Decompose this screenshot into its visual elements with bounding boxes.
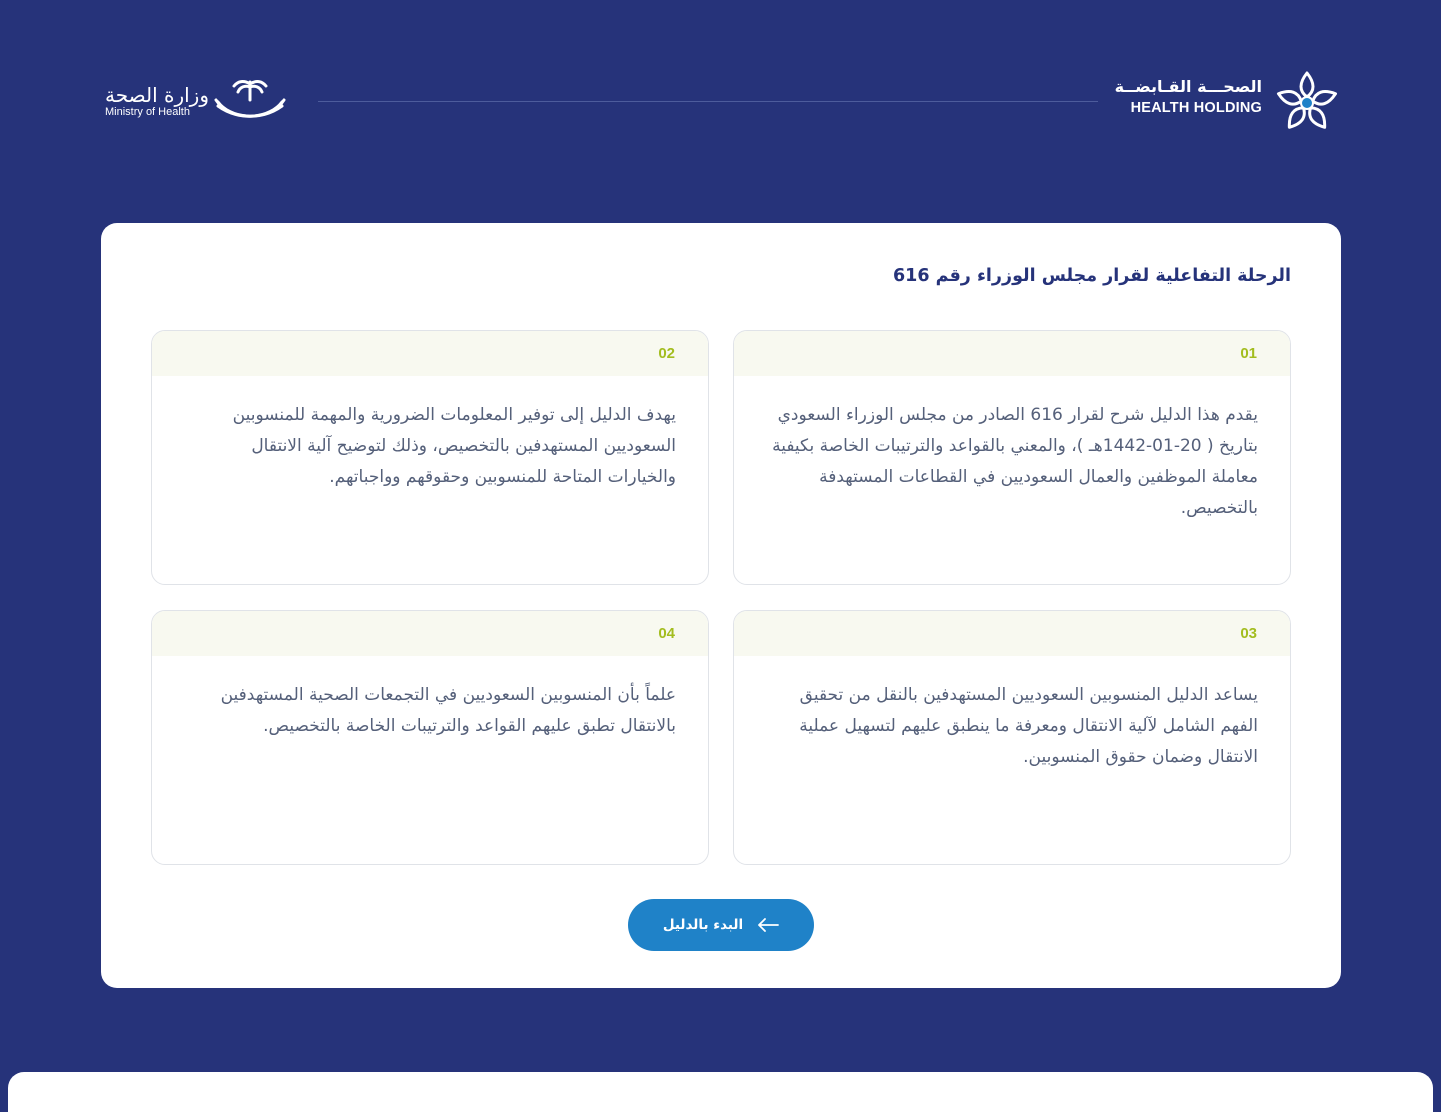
info-card-text: علماً بأن المنسوبين السعوديين في التجمعات الصحية المستهدفين بالانتقال تطبق عليهم القواعد والترتيبات الخاصة بالتخصيص. bbox=[220, 685, 676, 736]
info-card-header bbox=[152, 331, 708, 376]
next-section-panel bbox=[8, 1072, 1433, 1112]
ministry-of-health-logo[interactable] bbox=[105, 78, 290, 126]
health-holding-wordmark bbox=[1115, 79, 1262, 116]
info-card-header bbox=[152, 611, 708, 656]
health-holding-name-ar: الصحـــة القـابضــة bbox=[1114, 77, 1262, 96]
moh-name-en: Ministry of Health bbox=[105, 106, 190, 118]
health-holding-logo[interactable] bbox=[1114, 66, 1342, 136]
info-card-number: 04 bbox=[658, 625, 675, 642]
info-card-02 bbox=[151, 330, 709, 585]
info-card-03 bbox=[733, 610, 1291, 865]
arrow-left-icon bbox=[757, 918, 779, 932]
info-card-text: يساعد الدليل المنسوبين السعوديين المستهدفين بالنقل من تحقيق الفهم الشامل لآلية الانتقال ومعرفة ما ينطبق عليهم لتسهيل عملية الانتقال وضمان حقوق المنسوبين. bbox=[799, 685, 1258, 767]
moh-name-ar: وزارة الصحة bbox=[105, 83, 209, 107]
page-title: الرحلة التفاعلية لقرار مجلس الوزراء رقم 616 bbox=[893, 266, 1291, 286]
info-card-header bbox=[734, 611, 1290, 656]
health-holding-star-icon bbox=[1272, 66, 1342, 136]
info-card-01 bbox=[733, 330, 1291, 585]
guide-intro-card bbox=[101, 223, 1341, 988]
page-header bbox=[0, 0, 1441, 200]
moh-wordmark bbox=[105, 84, 209, 118]
info-card-04 bbox=[151, 610, 709, 865]
palm-swords-icon bbox=[210, 78, 290, 126]
header-divider bbox=[318, 101, 1098, 102]
info-card-header bbox=[734, 331, 1290, 376]
info-card-number: 01 bbox=[1240, 345, 1257, 362]
info-card-text: يقدم هذا الدليل شرح لقرار 616 الصادر من مجلس الوزراء السعودي بتاريخ ( 20-01-1442هـ )، والمعني بالقواعد والترتيبات الخاصة بكيفية معاملة الموظفين والعمال السعوديين في القطاعات المستهدفة بالتخصيص. bbox=[772, 405, 1258, 518]
info-card-number: 03 bbox=[1240, 625, 1257, 642]
info-card-number: 02 bbox=[658, 345, 675, 362]
info-card-text: يهدف الدليل إلى توفير المعلومات الضرورية والمهمة للمنسوبين السعوديين المستهدفين بالتخصيص، وذلك لتوضيح آلية الانتقال والخيارات المتاحة للمنسوبين وحقوقهم وواجباتهم. bbox=[232, 405, 676, 487]
start-guide-label: البدء بالدليل bbox=[662, 917, 744, 933]
start-guide-button[interactable] bbox=[628, 899, 814, 951]
health-holding-name-en: HEALTH HOLDING bbox=[1130, 100, 1262, 116]
